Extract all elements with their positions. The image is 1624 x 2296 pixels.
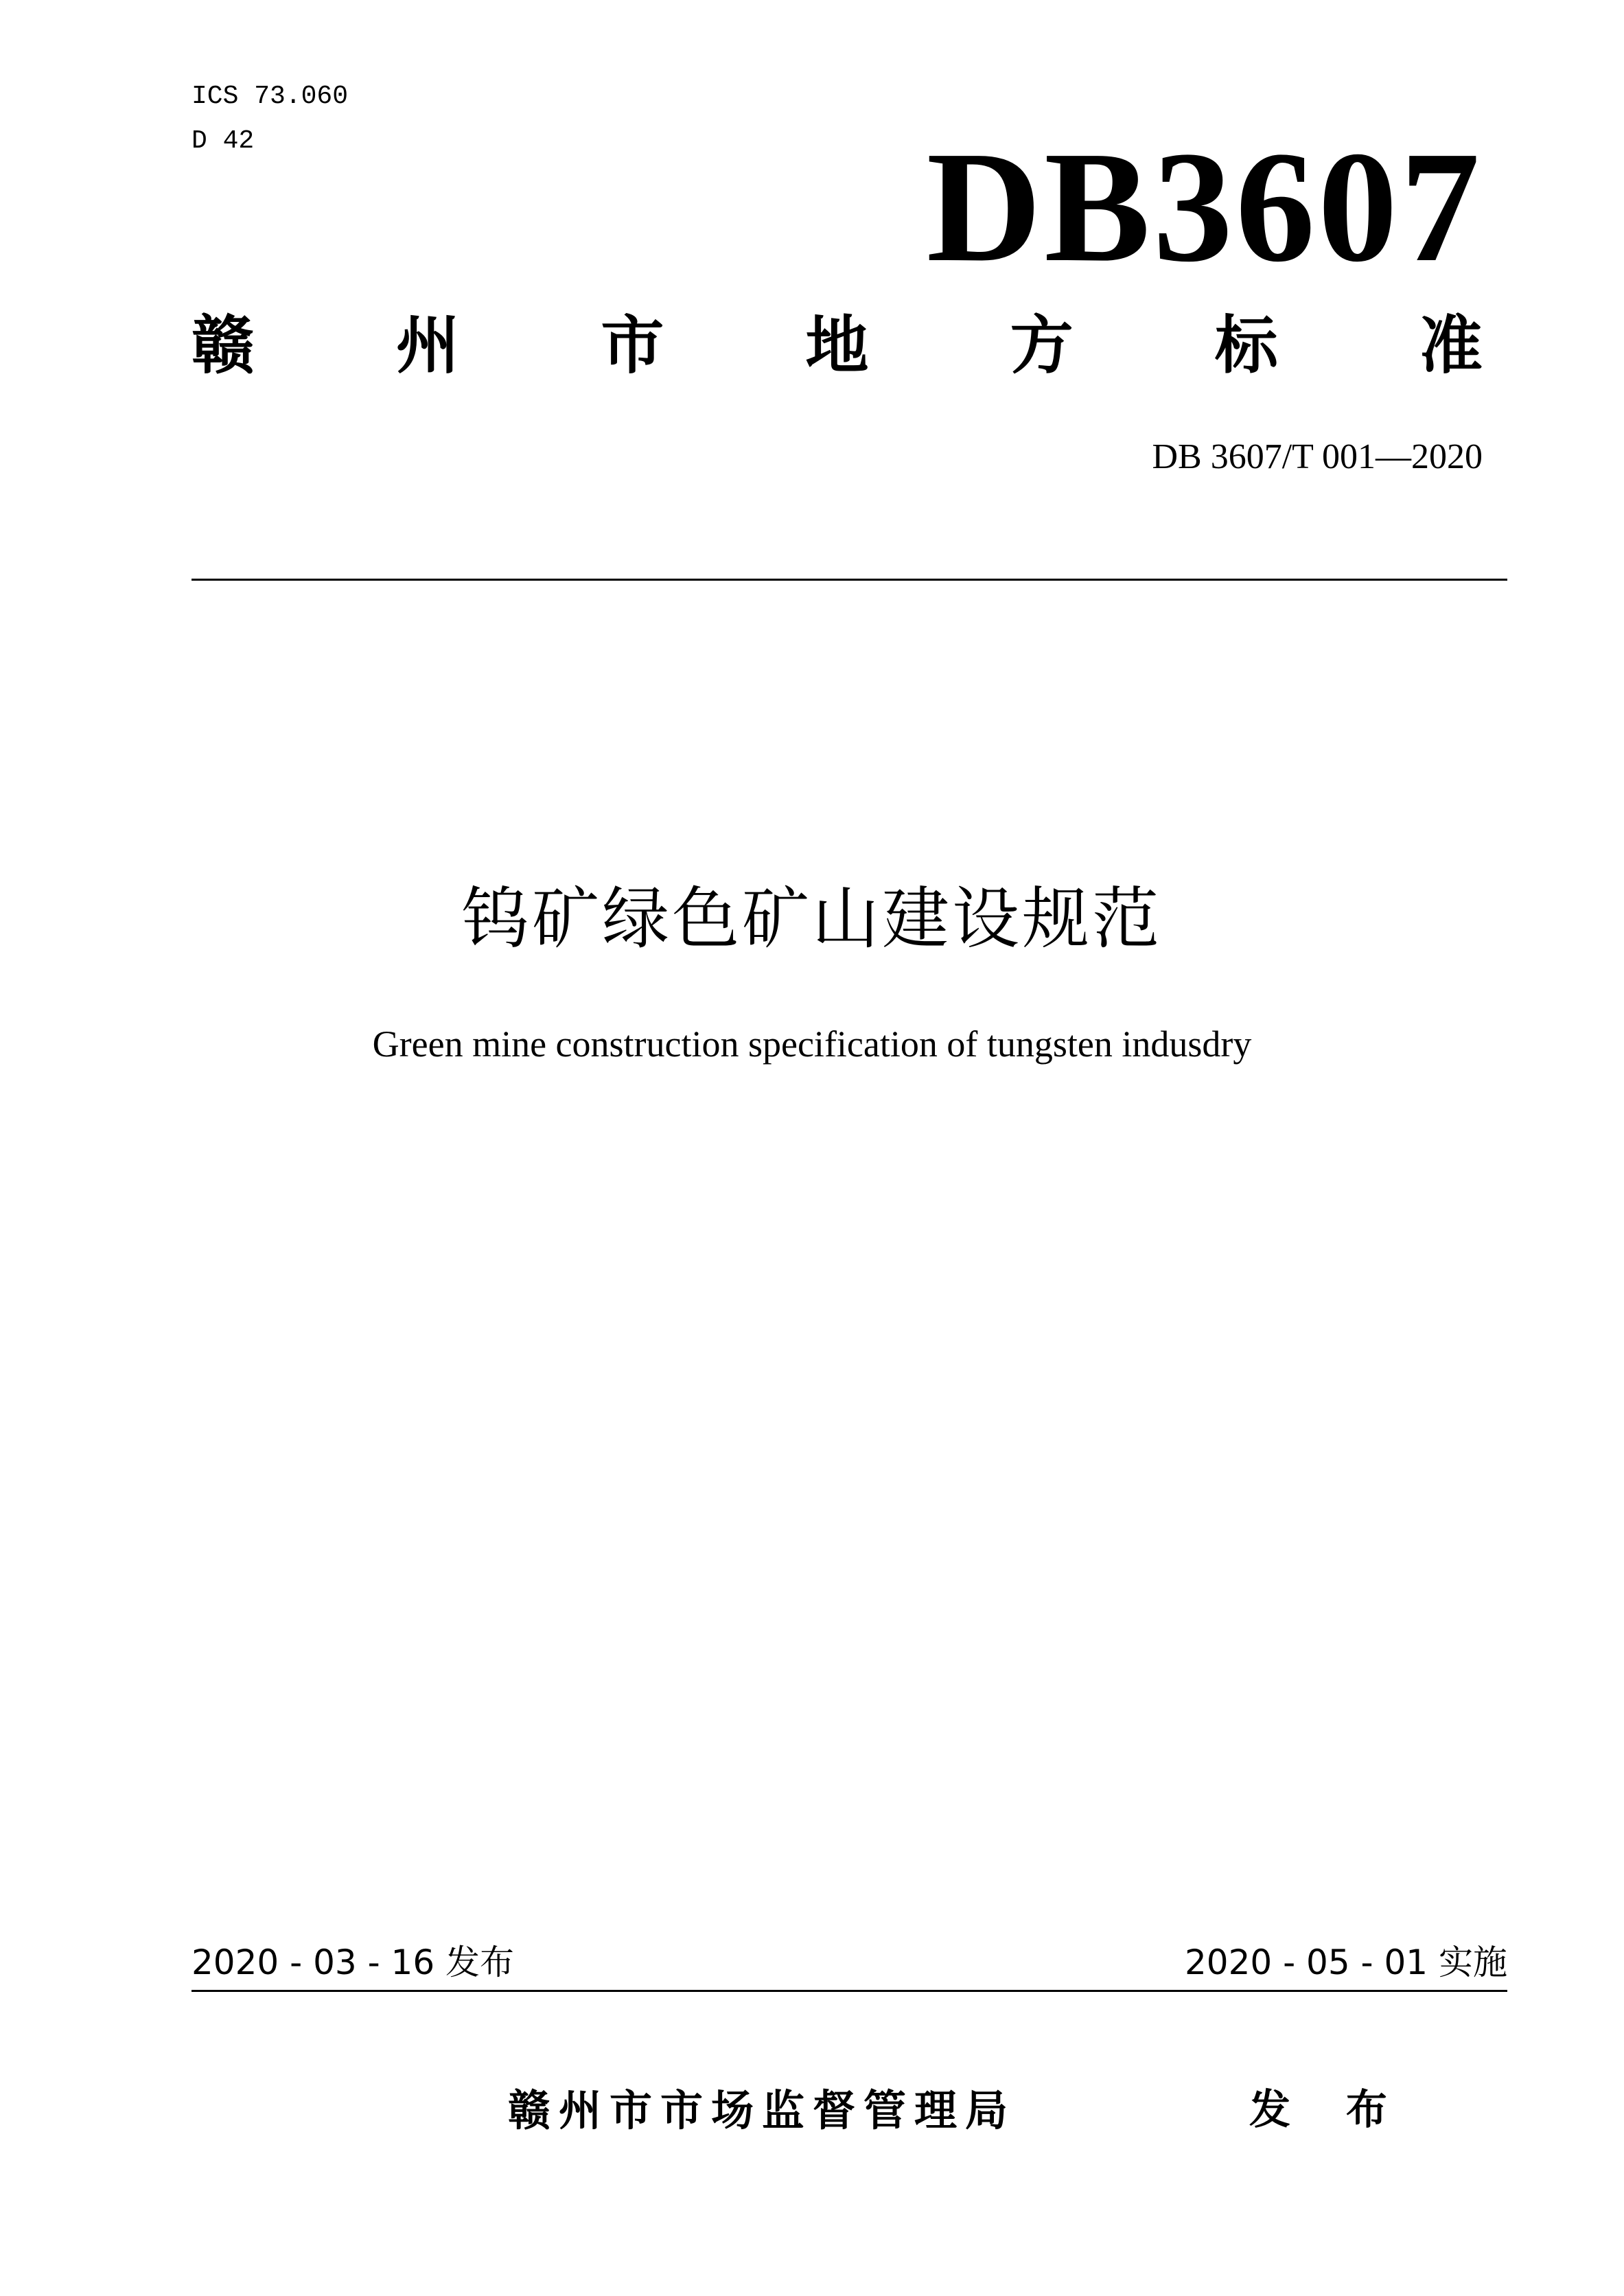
- standard-type-char: 赣: [192, 309, 255, 382]
- standard-type-char: 地: [805, 309, 869, 382]
- document-title-chinese: 钨矿绿色矿山建设规范: [461, 880, 1162, 958]
- document-title-english: Green mine construction specification of tungsten indusdry: [372, 1023, 1252, 1065]
- top-divider: [192, 579, 1507, 581]
- standard-type-char: 方: [1010, 309, 1074, 382]
- standard-type-heading: [192, 309, 1483, 382]
- standard-code-logo: DB3607: [926, 119, 1483, 295]
- issue-date: 2020 - 03 - 16 发布: [192, 1943, 515, 1982]
- standard-type-char: 准: [1419, 309, 1483, 382]
- bottom-divider: [192, 1990, 1507, 1992]
- ics-code: ICS 73.060: [192, 82, 349, 111]
- standard-type-char: 市: [601, 309, 664, 382]
- standard-type-char: 标: [1214, 309, 1278, 382]
- ccs-code: D 42: [192, 126, 255, 156]
- standard-number: DB 3607/T 001—2020: [1152, 437, 1483, 476]
- implementation-date: 2020 - 05 - 01 实施: [1184, 1943, 1507, 1982]
- publish-label: 发 布: [1249, 2086, 1408, 2134]
- standard-type-char: 州: [396, 309, 460, 382]
- publisher-name: 赣州市市场监督管理局: [508, 2085, 1017, 2135]
